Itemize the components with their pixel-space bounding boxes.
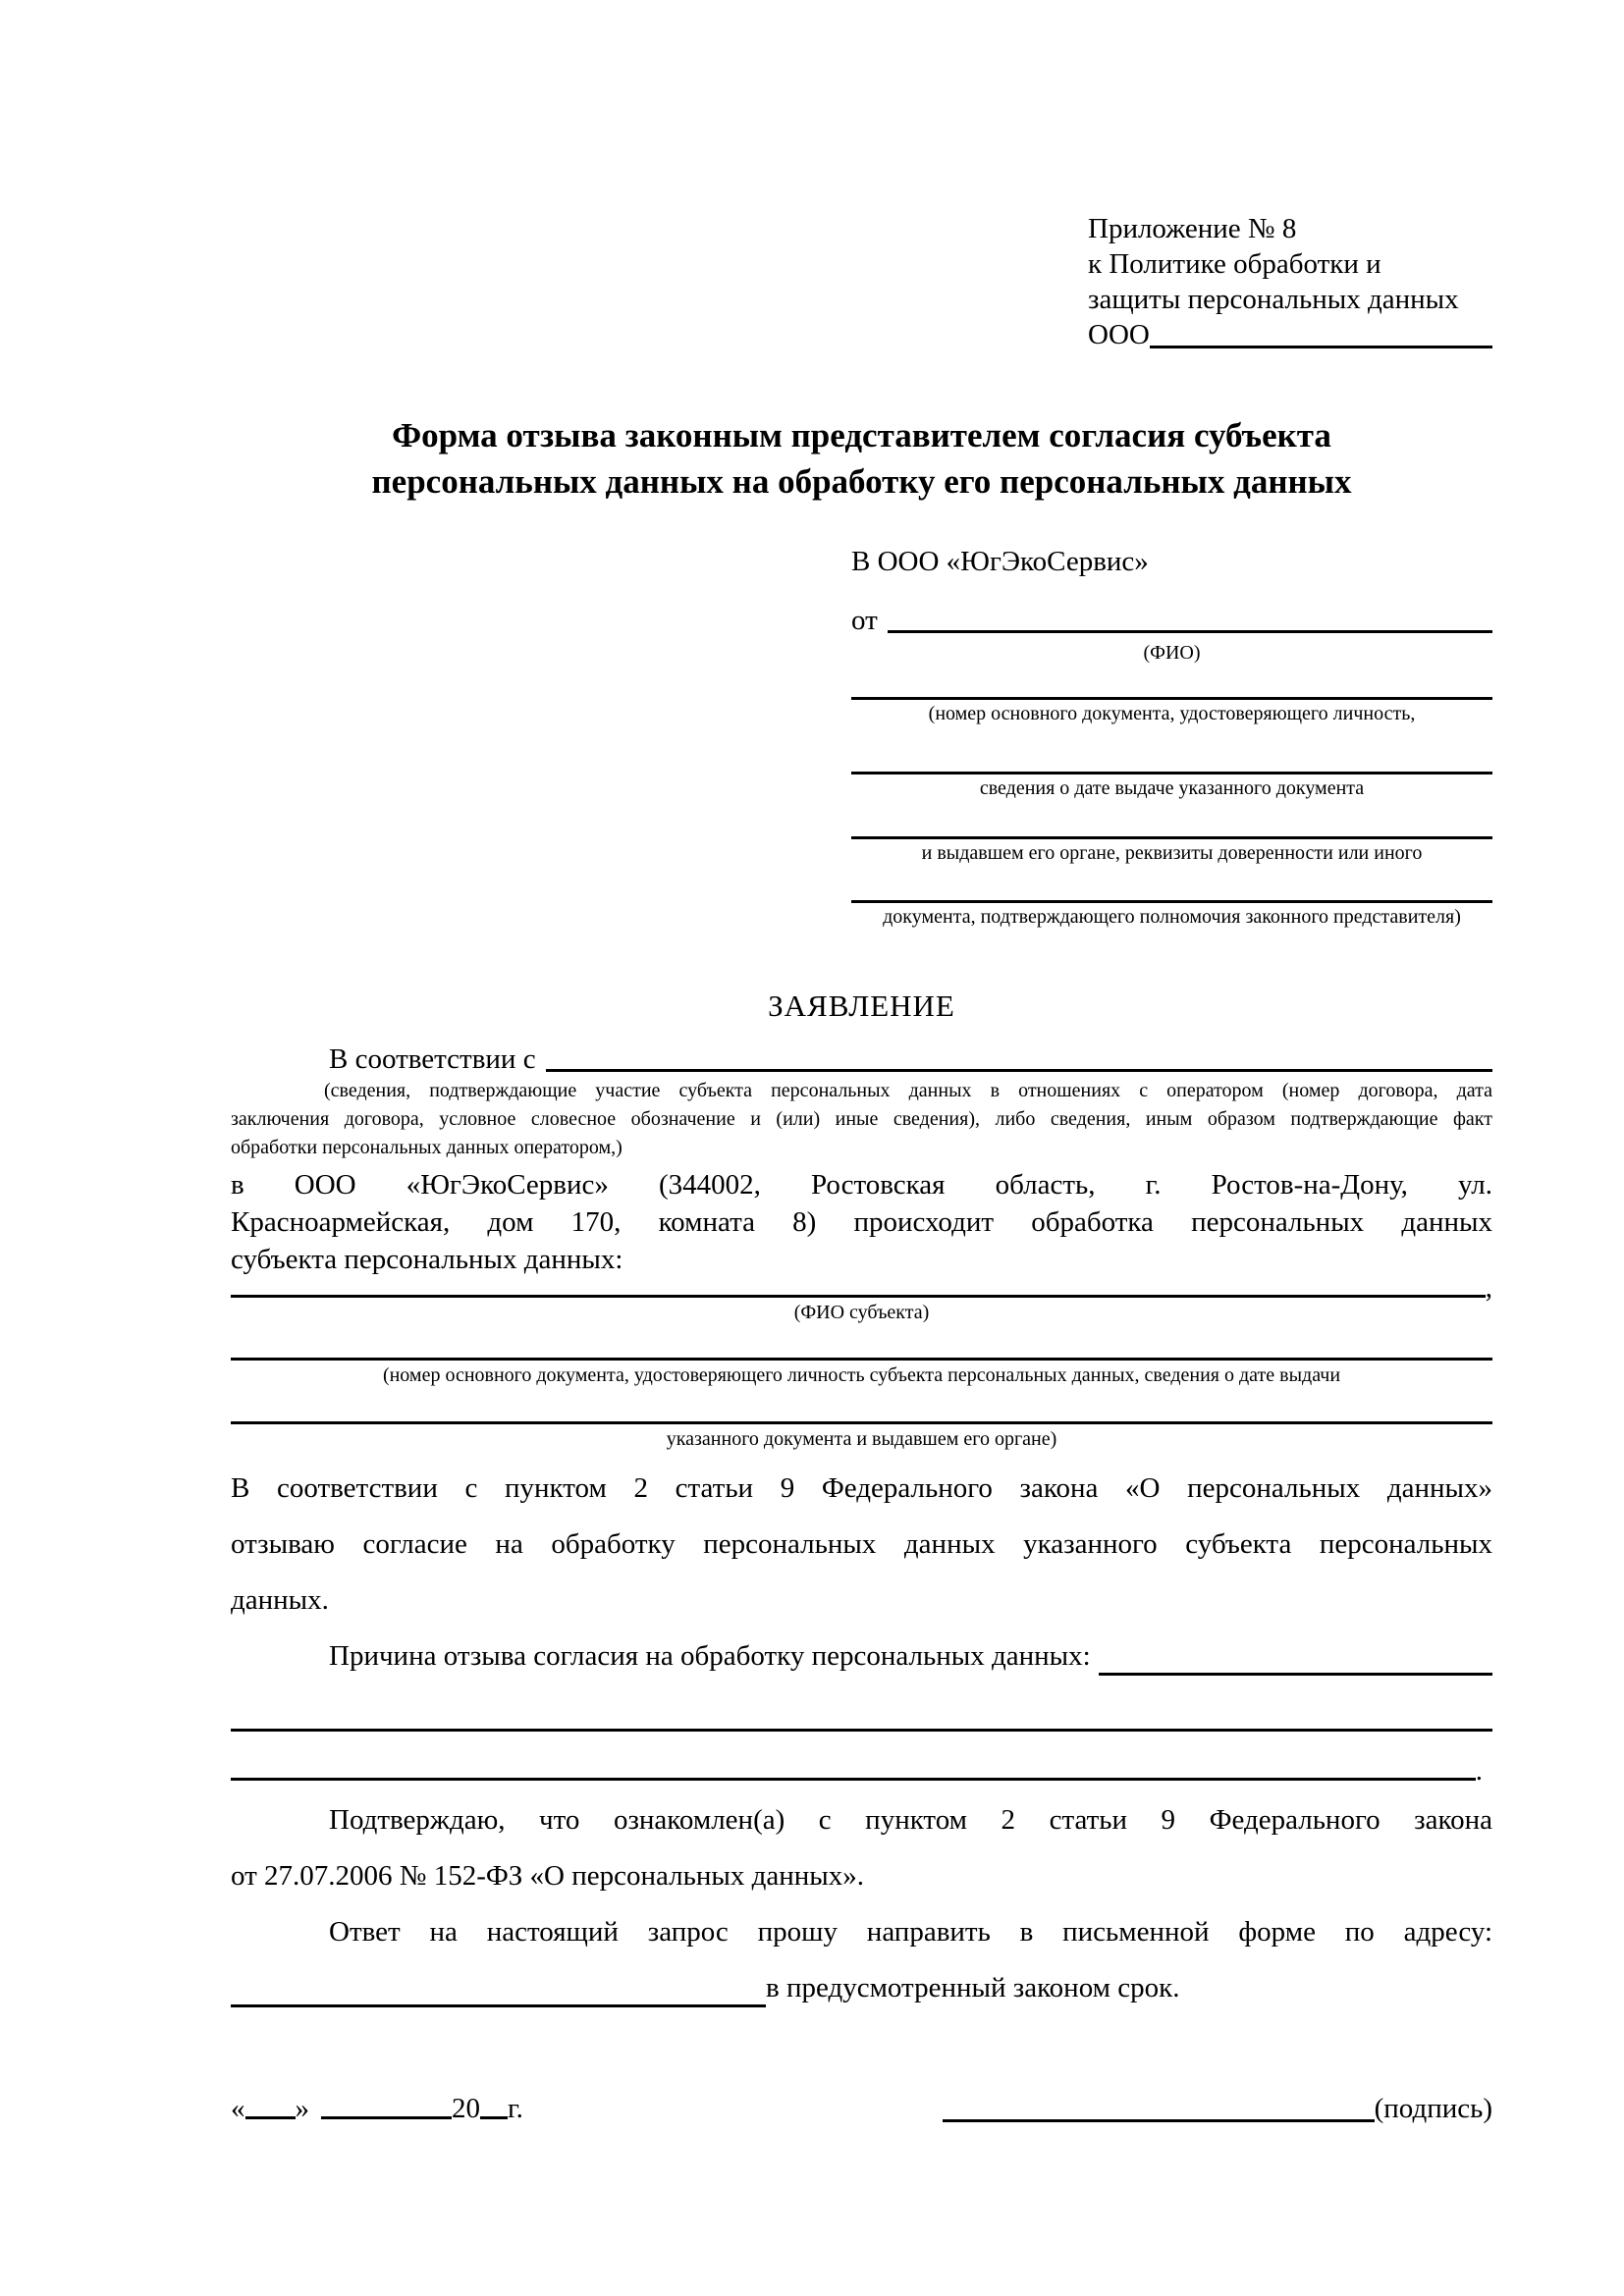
document-title: Форма отзыва законным представителем согласия субъекта персональных данных на обработку его персональных данных (371, 416, 1352, 501)
in-accordance-label: В соответствии с (329, 1043, 536, 1075)
date-close-quote: » (295, 2093, 309, 2124)
reason-blank-underline (1099, 1673, 1492, 1676)
fio-caption: (ФИО) (1143, 642, 1201, 664)
reason-row (231, 1629, 1492, 1684)
from-blank-underline (888, 630, 1492, 633)
confirm-line: Подтверждаю, что ознакомлен(а) с пунктом 2 статьи 9 Федерального закона (329, 1804, 1492, 1836)
confirm-line: от 27.07.2006 № 152-ФЗ «О персональных данных». (231, 1860, 865, 1892)
confirm-paragraph (231, 1792, 1492, 1904)
operator-paragraph-line: Красноармейская, дом 170, комната 8) происходит обработка персональных данных (231, 1206, 1492, 1238)
doc-blank-underline (851, 900, 1492, 903)
appendix-note (1088, 211, 1492, 352)
ooo-label: ООО (1088, 319, 1150, 350)
date-year-suffix: г. (508, 2093, 523, 2124)
reply-address-blank-underline (231, 2004, 766, 2007)
subject-doc-blank-underline (231, 1358, 1492, 1361)
signature-group (943, 2089, 1492, 2128)
signature-blank-underline (943, 2119, 1375, 2122)
subject-doc-caption: указанного документа и выдавшем его органе) (666, 1428, 1057, 1450)
in-accordance-row (231, 1041, 1492, 1077)
reply-suffix: в предусмотренный законом срок. (766, 1972, 1180, 2003)
reason-period: . (1475, 1755, 1483, 1787)
date-year-prefix: 20 (452, 2093, 480, 2124)
signature-caption: (подпись) (1374, 2093, 1492, 2124)
from-label: от (851, 605, 878, 636)
from-row (851, 603, 1492, 638)
operator-paragraph (231, 1166, 1492, 1278)
basis-blank-underline (546, 1069, 1492, 1072)
doc-blank-underline (851, 697, 1492, 700)
doc-caption: сведения о дате выдаче указанного документа (979, 777, 1365, 799)
reason-last-row (231, 1755, 1492, 1787)
ooo-row (1088, 317, 1492, 352)
subject-fio-comma: , (1485, 1272, 1492, 1304)
ooo-blank-underline (1150, 346, 1492, 348)
basis-caption-line: заключения договора, условное словесное обозначение и (или) иные сведения), либо сведения, иным образом подтверждающие факт (231, 1108, 1492, 1130)
statement-heading: ЗАЯВЛЕНИЕ (768, 988, 955, 1023)
withdrawal-line: отзываю согласие на обработку персональных данных указанного субъекта персональных (231, 1528, 1492, 1560)
operator-paragraph-line: субъекта персональных данных: (231, 1244, 623, 1275)
withdrawal-line: данных. (231, 1584, 329, 1616)
addressee-to: В ООО «ЮгЭкоСервис» (851, 546, 1149, 577)
basis-caption-line: (сведения, подтверждающие участие субъекта персональных данных в отношениях с оператором (номер договора, дата (324, 1080, 1492, 1101)
withdrawal-paragraph (231, 1461, 1492, 1629)
reason-blank-underline (231, 1729, 1492, 1732)
doc-blank-underline (851, 836, 1492, 839)
date-day-blank-underline (245, 2116, 296, 2119)
reason-label: Причина отзыва согласия на обработку персональных данных: (329, 1640, 1091, 1672)
appendix-note-line: к Политике обработки и (1088, 248, 1381, 280)
reply-line: Ответ на настоящий запрос прошу направить в письменной форме по адресу: (329, 1916, 1492, 1948)
reply-address-row (231, 1960, 1492, 2016)
operator-paragraph-line: в ООО «ЮгЭкоСервис» (344002, Ростовская область, г. Ростов-на-Дону, ул. (231, 1169, 1492, 1201)
basis-caption-line: обработки персональных данных оператором,) (231, 1137, 623, 1158)
date-year-blank-underline (480, 2116, 508, 2119)
addressee-block (851, 542, 1492, 930)
withdrawal-line: В соответствии с пунктом 2 статьи 9 Федерального закона «О персональных данных» (231, 1472, 1492, 1504)
subject-fio-caption: (ФИО субъекта) (793, 1302, 930, 1323)
doc-caption: (номер основного документа, удостоверяющего личность, (928, 703, 1416, 724)
appendix-note-line: защиты персональных данных (1088, 284, 1459, 315)
subject-doc-caption: (номер основного документа, удостоверяющего личность субъекта персональных данных, сведения о дате выдачи (382, 1364, 1341, 1386)
doc-caption: и выдавшем его органе, реквизиты доверенности или иного (921, 842, 1423, 864)
reason-blank-underline (231, 1778, 1476, 1781)
subject-fio-blank-underline (231, 1295, 1486, 1298)
footer-row (231, 2089, 1492, 2128)
subject-fio-row (231, 1272, 1492, 1304)
date-group (231, 2089, 523, 2128)
document-content (231, 0, 1492, 2128)
doc-caption: документа, подтверждающего полномочия законного представителя) (883, 906, 1461, 928)
subject-doc-blank-underline (231, 1421, 1492, 1424)
basis-caption (231, 1077, 1492, 1162)
appendix-note-line: Приложение № 8 (1088, 213, 1297, 244)
date-month-blank-underline (321, 2116, 452, 2119)
doc-blank-underline (851, 772, 1492, 774)
date-open-quote: « (231, 2093, 245, 2124)
